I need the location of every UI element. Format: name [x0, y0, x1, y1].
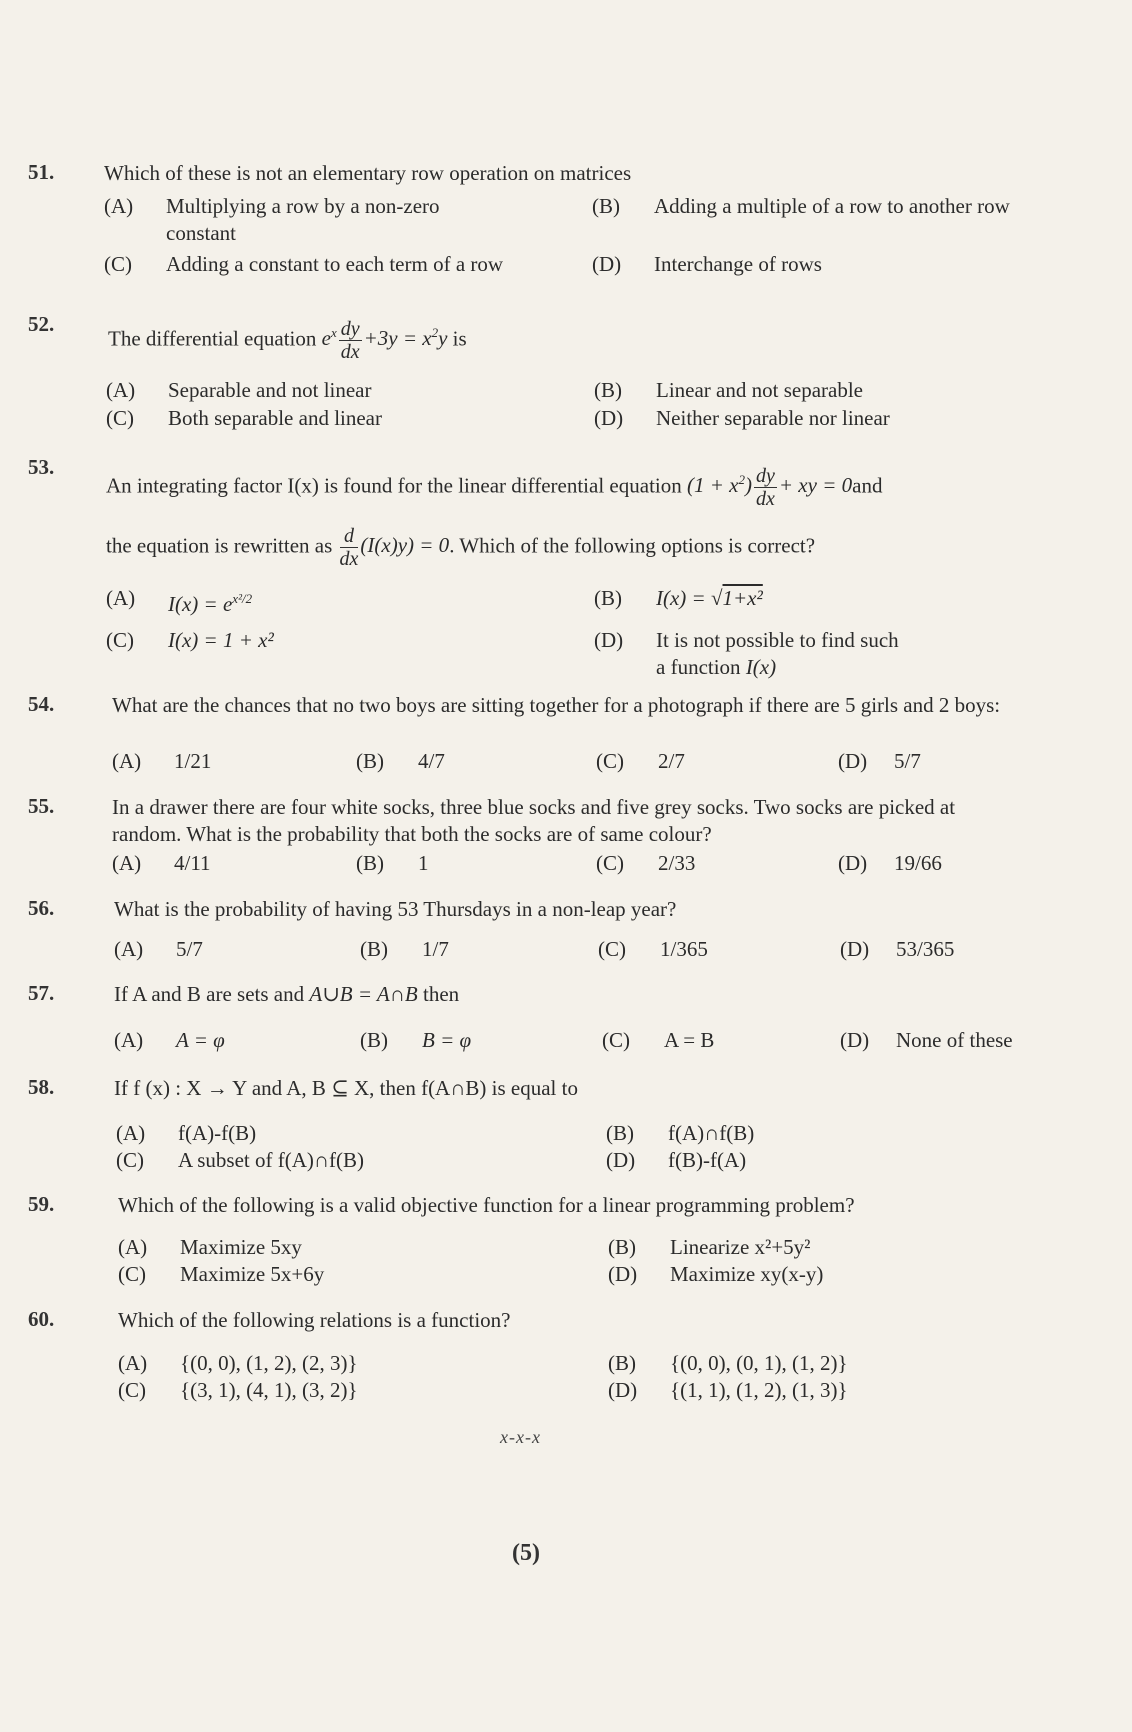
option-c: (C) 2/33 — [596, 851, 696, 875]
option-c: (C) 1/365 — [598, 937, 708, 961]
question-text: The differential equation $e^x$ $\frac{dy}{dx}$ $+3y = x^2y$ is — [108, 318, 467, 363]
option-b: (B) 1 — [356, 851, 429, 875]
question-number: 55. — [28, 794, 55, 818]
option-c: (C) Maximize 5x+6y — [118, 1262, 325, 1286]
option-b: (B) 4/7 — [356, 749, 445, 773]
set-equation: A∪B = A∩B — [309, 982, 423, 1006]
option-c: (C) {(3, 1), (4, 1), (3, 2)} — [118, 1378, 358, 1402]
equation-rewritten: $\frac{d}{dx}$ (I(x)y) = 0 — [339, 525, 450, 570]
option-c: (C) I(x) = 1 + x² — [106, 628, 274, 652]
equation: $e^x$ $\frac{dy}{dx}$ $+3y = x^2y$ — [321, 318, 453, 363]
question-text-line-2: the equation is rewritten as $\frac{d}{dx}$ (I(x)y) = 0. Which of the following options is correct? — [106, 525, 816, 570]
option-d: (D) f(B)-f(A) — [606, 1148, 747, 1172]
option-a: (A) 4/11 — [112, 851, 211, 875]
option-d: (D) {(1, 1), (1, 2), (1, 3)} — [608, 1378, 848, 1402]
option-d: (D) 19/66 — [838, 851, 942, 875]
option-d: (D) 5/7 — [838, 749, 921, 773]
question-number: 53. — [28, 455, 55, 479]
option-a: (A) $I(x) = e^{x^2/2}$ — [106, 586, 253, 616]
question-number: 56. — [28, 896, 55, 920]
option-d: (D) Neither separable nor linear — [594, 406, 890, 430]
option-a: (A) Multiplying a row by a non-zero constant — [104, 194, 440, 245]
question-number: 60. — [28, 1307, 55, 1331]
option-b: (B) 1/7 — [360, 937, 449, 961]
question-number: 52. — [28, 312, 55, 336]
question-text: Which of the following relations is a function? — [118, 1308, 511, 1332]
option-b: (B) Linearize x²+5y² — [608, 1235, 811, 1259]
option-b: (B) {(0, 0), (0, 1), (1, 2)} — [608, 1351, 848, 1375]
page-number: (5) — [512, 1540, 540, 1566]
option-c: (C) Adding a constant to each term of a row — [104, 252, 504, 276]
option-d: (D) Maximize xy(x-y) — [608, 1262, 824, 1286]
question-number: 57. — [28, 981, 55, 1005]
option-b: (B) I(x) = √1+x² — [594, 586, 763, 610]
question-text: Which of the following is a valid objective function for a linear programming problem? — [118, 1193, 855, 1217]
option-b: (B) f(A)∩f(B) — [606, 1121, 755, 1145]
equation: $(1 + x^2)$ $\frac{dy}{dx}$ + xy = 0 — [687, 465, 853, 510]
question-text: What are the chances that no two boys are sitting together for a photograph if there are 5 girls and 2 boys: — [112, 693, 1001, 717]
question-text: If f (x) : X → Y and A, B ⊆ X, then f(A∩B) is equal to — [114, 1076, 578, 1100]
option-a: (A) {(0, 0), (1, 2), (2, 3)} — [118, 1351, 358, 1375]
end-mark: x-x-x — [500, 1427, 541, 1447]
option-b: (B) B = φ — [360, 1028, 472, 1052]
question-number: 51. — [28, 160, 55, 184]
option-a: (A) 1/21 — [112, 749, 212, 773]
option-c: (C) 2/7 — [596, 749, 685, 773]
option-a: (A) 5/7 — [114, 937, 203, 961]
option-a: (A) A = φ — [114, 1028, 225, 1052]
question-text: In a drawer there are four white socks, three blue socks and five grey socks. Two socks are picked at random. What is the probability that both the socks are of same colour? — [112, 795, 956, 846]
option-a: (A) f(A)-f(B) — [116, 1121, 257, 1145]
option-d: (D) 53/365 — [840, 937, 955, 961]
option-d: (D) It is not possible to find such a function I(x) — [594, 628, 899, 679]
question-number: 59. — [28, 1192, 55, 1216]
question-text: If A and B are sets and A∪B = A∩B then — [114, 982, 460, 1006]
question-number: 54. — [28, 692, 55, 716]
option-b: (B) Linear and not separable — [594, 378, 863, 402]
option-a: (A) Maximize 5xy — [118, 1235, 302, 1259]
option-d: (D) Interchange of rows — [592, 252, 822, 276]
option-c: (C) Both separable and linear — [106, 406, 382, 430]
question-text: Which of these is not an elementary row operation on matrices — [104, 161, 632, 185]
option-a: (A) Separable and not linear — [106, 378, 372, 402]
option-b: (B) Adding a multiple of a row to another row — [592, 194, 1010, 218]
option-c: (C) A = B — [602, 1028, 715, 1052]
option-c: (C) A subset of f(A)∩f(B) — [116, 1148, 365, 1172]
option-d: (D) None of these — [840, 1028, 1013, 1052]
question-text: What is the probability of having 53 Thursdays in a non-leap year? — [114, 897, 677, 921]
question-number: 58. — [28, 1075, 55, 1099]
question-text-line-1: An integrating factor I(x) is found for the linear differential equation $(1 + x^2)$ $\frac{dy}{dx}$ + xy = 0and — [106, 465, 883, 510]
